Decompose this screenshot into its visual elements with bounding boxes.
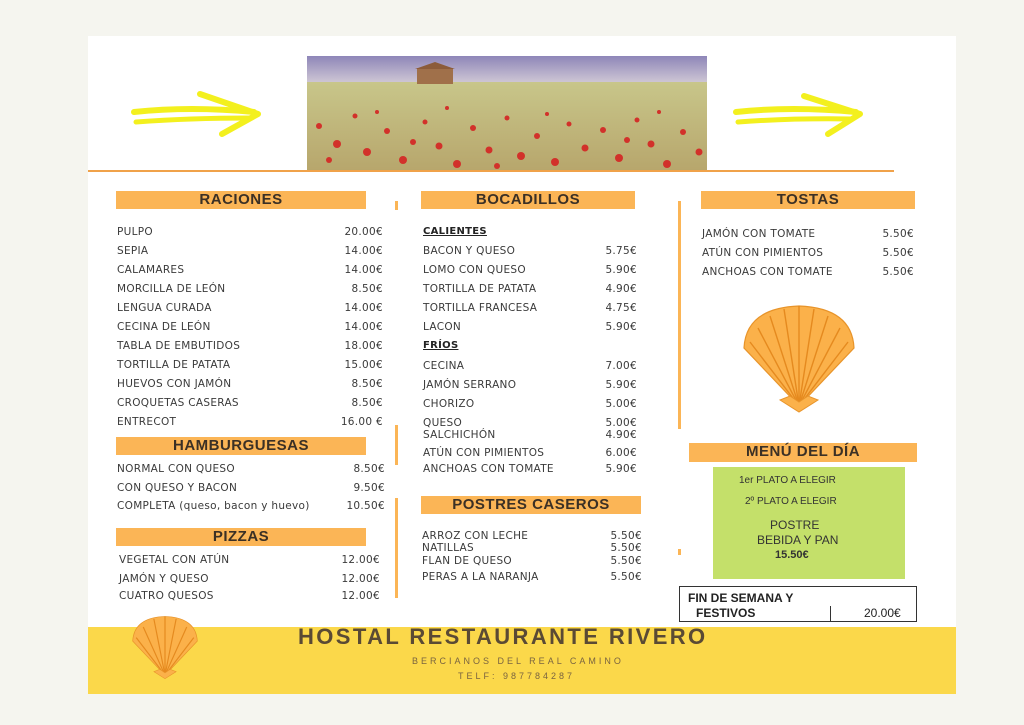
menu-item-price: 15.00€ bbox=[344, 359, 383, 371]
menu-item-name: MORCILLA DE LEÓN bbox=[117, 283, 226, 295]
menu-item-price: 12.00€ bbox=[341, 590, 380, 602]
menu-item-price: 4.90€ bbox=[605, 283, 637, 295]
menu-item-price: 5.00€ bbox=[605, 398, 637, 410]
column-divider bbox=[395, 498, 398, 598]
top-divider bbox=[88, 170, 894, 172]
left-arrow-decoration bbox=[130, 88, 266, 138]
menu-item-name: TORTILLA DE PATATA bbox=[117, 359, 231, 371]
menu-item-price: 4.75€ bbox=[605, 302, 637, 314]
menu-dia-dessert: POSTRE bbox=[770, 518, 820, 532]
menu-item-price: 5.50€ bbox=[882, 247, 914, 259]
menu-item-price: 5.90€ bbox=[605, 379, 637, 391]
menu-item-name: LOMO CON QUESO bbox=[423, 264, 526, 276]
menu-item-name: PERAS A LA NARANJA bbox=[422, 571, 539, 583]
weekend-box bbox=[679, 586, 917, 622]
menu-item-price: 14.00€ bbox=[344, 321, 383, 333]
menu-dia-second-course: 2º PLATO A ELEGIR bbox=[745, 496, 837, 507]
menu-item-name: BACON Y QUESO bbox=[423, 245, 516, 257]
menu-item-price: 5.50€ bbox=[882, 228, 914, 240]
menu-item-price: 7.00€ bbox=[605, 360, 637, 372]
menu-item-name: FLAN DE QUESO bbox=[422, 555, 512, 567]
section-title-bocadillos: BOCADILLOS bbox=[421, 191, 635, 209]
menu-item-price: 5.00€ bbox=[605, 417, 637, 429]
poppy-field-painting bbox=[307, 56, 707, 171]
menu-item-name: VEGETAL CON ATÚN bbox=[119, 554, 230, 566]
weekend-label-2: FESTIVOS bbox=[696, 606, 756, 620]
menu-item-name: CUATRO QUESOS bbox=[119, 590, 214, 602]
menu-item-name: CROQUETAS CASERAS bbox=[117, 397, 239, 409]
menu-item-price: 14.00€ bbox=[344, 264, 383, 276]
menu-item-name: CALAMARES bbox=[117, 264, 185, 276]
menu-item-name: JAMÓN CON TOMATE bbox=[702, 228, 816, 240]
menu-item-name: SEPIA bbox=[117, 245, 149, 257]
column-divider bbox=[678, 201, 681, 429]
menu-item-price: 12.00€ bbox=[341, 554, 380, 566]
menu-item-name: QUESO bbox=[423, 417, 463, 429]
section-title-tostas: TOSTAS bbox=[701, 191, 915, 209]
menu-dia-box bbox=[713, 467, 905, 579]
section-title-raciones: RACIONES bbox=[116, 191, 366, 209]
menu-item-name: LACON bbox=[423, 321, 462, 333]
section-title-menu-dia: MENÚ DEL DÍA bbox=[689, 443, 917, 462]
menu-item-name: TORTILLA DE PATATA bbox=[423, 283, 537, 295]
subsection-frios: FRÍOS bbox=[423, 340, 459, 351]
menu-item-name: NATILLAS bbox=[422, 542, 474, 554]
scallop-shell-icon bbox=[736, 302, 862, 414]
restaurant-phone: TELF: 987784287 bbox=[458, 671, 576, 681]
menu-item-price: 8.50€ bbox=[353, 463, 385, 475]
menu-item-price: 10.50€ bbox=[346, 500, 385, 512]
menu-item-price: 5.50€ bbox=[610, 555, 642, 567]
menu-item-price: 5.50€ bbox=[610, 530, 642, 542]
menu-item-name: NORMAL CON QUESO bbox=[117, 463, 235, 475]
menu-item-name: TABLA DE EMBUTIDOS bbox=[117, 340, 241, 352]
menu-item-price: 12.00€ bbox=[341, 573, 380, 585]
menu-item-name: ATÚN CON PIMIENTOS bbox=[423, 447, 545, 459]
menu-item-price: 8.50€ bbox=[351, 283, 383, 295]
menu-dia-drink-bread: BEBIDA Y PAN bbox=[757, 533, 839, 547]
right-arrow-decoration bbox=[732, 92, 868, 138]
menu-item-name: HUEVOS CON JAMÓN bbox=[117, 378, 232, 390]
menu-item-price: 5.90€ bbox=[605, 463, 637, 475]
subsection-calientes: CALIENTES bbox=[423, 226, 487, 237]
weekend-label-1: FIN DE SEMANA Y bbox=[688, 591, 794, 605]
menu-item-name: CECINA DE LEÓN bbox=[117, 321, 211, 333]
restaurant-name: HOSTAL RESTAURANTE RIVERO bbox=[298, 624, 708, 649]
menu-item-price: 8.50€ bbox=[351, 378, 383, 390]
menu-item-name: CON QUESO Y BACON bbox=[117, 482, 238, 494]
menu-item-price: 5.90€ bbox=[605, 264, 637, 276]
menu-item-price: 16.00 € bbox=[340, 416, 383, 428]
menu-item-price: 5.90€ bbox=[605, 321, 637, 333]
menu-item-name: PULPO bbox=[117, 226, 153, 238]
column-divider bbox=[395, 425, 398, 465]
section-title-hamburguesas: HAMBURGUESAS bbox=[116, 437, 366, 455]
restaurant-location: BERCIANOS DEL REAL CAMINO bbox=[412, 656, 624, 666]
menu-item-price: 4.90€ bbox=[605, 429, 637, 441]
menu-item-price: 5.75€ bbox=[605, 245, 637, 257]
menu-item-price: 14.00€ bbox=[344, 245, 383, 257]
menu-item-price: 14.00€ bbox=[344, 302, 383, 314]
menu-item-name: COMPLETA (queso, bacon y huevo) bbox=[117, 500, 310, 512]
menu-item-name: ATÚN CON PIMIENTOS bbox=[702, 247, 824, 259]
section-title-pizzas: PIZZAS bbox=[116, 528, 366, 546]
menu-dia-first-course: 1er PLATO A ELEGIR bbox=[739, 475, 836, 486]
menu-item-name: CECINA bbox=[423, 360, 465, 372]
menu-item-name: LENGUA CURADA bbox=[117, 302, 212, 314]
menu-item-name: CHORIZO bbox=[423, 398, 475, 410]
menu-item-name: TORTILLA FRANCESA bbox=[423, 302, 538, 314]
menu-item-price: 6.00€ bbox=[605, 447, 637, 459]
menu-item-price: 5.50€ bbox=[610, 542, 642, 554]
menu-item-name: ARROZ CON LECHE bbox=[422, 530, 529, 542]
menu-item-name: JAMÓN SERRANO bbox=[423, 379, 517, 391]
section-title-postres: POSTRES CASEROS bbox=[421, 496, 641, 514]
menu-item-name: JAMÓN Y QUESO bbox=[119, 573, 209, 585]
menu-item-name: SALCHICHÓN bbox=[423, 429, 496, 441]
menu-item-price: 5.50€ bbox=[882, 266, 914, 278]
footer-scallop-icon bbox=[128, 614, 202, 680]
menu-item-price: 9.50€ bbox=[353, 482, 385, 494]
weekend-divider bbox=[830, 606, 831, 621]
menu-dia-price: 15.50€ bbox=[775, 549, 809, 561]
menu-item-name: ANCHOAS CON TOMATE bbox=[423, 463, 554, 475]
menu-item-name: ANCHOAS CON TOMATE bbox=[702, 266, 833, 278]
menu-item-price: 5.50€ bbox=[610, 571, 642, 583]
menu-item-price: 8.50€ bbox=[351, 397, 383, 409]
menu-item-name: ENTRECOT bbox=[117, 416, 177, 428]
column-divider bbox=[678, 549, 681, 555]
column-divider bbox=[395, 201, 398, 210]
menu-item-price: 18.00€ bbox=[344, 340, 383, 352]
menu-item-price: 20.00€ bbox=[344, 226, 383, 238]
weekend-price: 20.00€ bbox=[864, 606, 901, 620]
